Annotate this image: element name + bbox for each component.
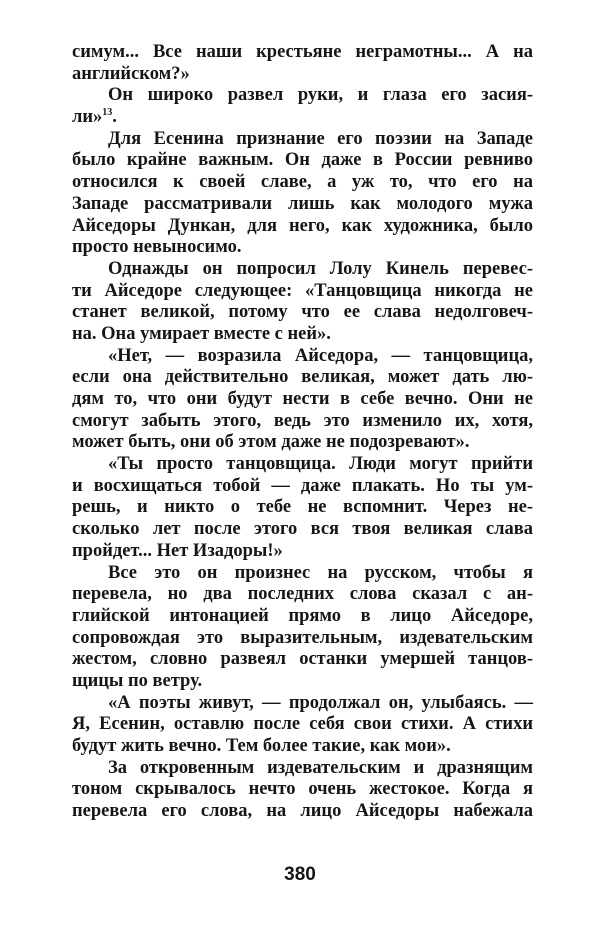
text-line-content: «А поэты живут, — продолжал он, улыбаясь. —	[108, 692, 533, 713]
text-line-content: ли»	[72, 107, 103, 128]
text-line	[72, 194, 533, 216]
text-line-content: решь, и никто о тебе не вспомнит. Через не-	[72, 497, 533, 518]
text-line	[72, 324, 533, 346]
text-line	[72, 606, 533, 628]
text-line	[72, 129, 533, 151]
text-line	[72, 801, 533, 823]
text-line	[72, 367, 533, 389]
text-line	[72, 432, 533, 454]
text-line-content: «Нет, — возразила Айседора, — танцовщица,	[108, 345, 533, 366]
text-line-content: сколько лет после этого вся твоя великая слава	[72, 519, 533, 540]
text-line-content: симум... Все наши крестьяне неграмотны... А на	[72, 42, 533, 62]
text-line-content: просто невыносимо.	[72, 237, 242, 258]
paragraph	[72, 563, 533, 693]
paragraph	[72, 259, 533, 346]
page-number: 380	[284, 864, 316, 885]
text-line	[72, 758, 533, 780]
text-line	[72, 85, 533, 107]
text-line-content: станет великой, потому что ее слава недолговеч-	[72, 302, 533, 323]
text-line-content: и восхищаться тобой — даже плакать. Но ты ум-	[72, 475, 533, 496]
text-line-content: Айседоры Дункан, для него, как художника, было	[72, 215, 533, 236]
text-line	[72, 281, 533, 303]
text-line-content: ти Айседоре следующее: «Танцовщица никогда не	[72, 280, 533, 301]
text-line-content: Однажды он попросил Лолу Кинель перевес-	[108, 258, 533, 279]
text-line	[72, 302, 533, 324]
paragraph	[72, 758, 533, 823]
text-line	[72, 649, 533, 671]
text-line-content: жестом, словно развеял останки умершей танцов-	[72, 649, 533, 670]
text-line-content: Для Есенина признание его поэзии на Западе	[108, 128, 533, 149]
text-line	[72, 714, 533, 736]
text-line	[72, 150, 533, 172]
text-line	[72, 584, 533, 606]
text-line	[72, 389, 533, 411]
text-line-content: Он широко развел руки, и глаза его засия-	[108, 85, 533, 106]
text-line	[72, 476, 533, 498]
text-line	[72, 172, 533, 194]
text-line	[72, 411, 533, 433]
text-line	[72, 346, 533, 368]
text-line-content: смогут забыть этого, ведь это изменило их, хотя,	[72, 410, 533, 431]
text-line	[72, 497, 533, 519]
paragraph	[72, 129, 533, 259]
text-line-content: на. Она умирает вместе с ней».	[72, 323, 331, 344]
text-line-content: Все это он произнес на русском, чтобы я	[108, 562, 533, 583]
paragraph	[72, 346, 533, 454]
text-line	[72, 107, 533, 129]
text-line	[72, 779, 533, 801]
text-line	[72, 519, 533, 541]
text-line-content: будут жить вечно. Тем более такие, как мои».	[72, 736, 451, 756]
footnote-reference: 13	[102, 107, 113, 119]
text-line	[72, 454, 533, 476]
text-line-content: перевела, но два последних слова сказал с ан-	[72, 584, 533, 605]
text-line-content: пройдет... Нет Изадоры!»	[72, 540, 283, 561]
text-line	[72, 693, 533, 715]
text-line-content: относился к своей славе, а уж то, что его на	[72, 172, 533, 193]
text-line	[72, 64, 533, 86]
text-line-content: может быть, они об этом даже не подозревают».	[72, 432, 470, 453]
text-line	[72, 259, 533, 281]
text-line-content: Я, Есенин, оставлю после себя свои стихи. А стихи	[72, 714, 533, 735]
text-line-content: За откровенным издевательским и дразнящим	[108, 757, 533, 778]
text-line	[72, 42, 533, 64]
text-line	[72, 541, 533, 563]
text-line	[72, 628, 533, 650]
text-line	[72, 216, 533, 238]
text-line-content: щицы по ветру.	[72, 670, 203, 691]
paragraph	[72, 42, 533, 85]
text-line-content: тоном скрывалось нечто очень жестокое. Когда я	[72, 779, 533, 800]
paragraph	[72, 454, 533, 562]
text-line-content: было крайне важным. Он даже в России ревниво	[72, 150, 533, 171]
text-line	[72, 563, 533, 585]
text-line-content: если она действительно великая, может дать лю-	[72, 367, 533, 388]
text-line-content: перевела его слова, на лицо Айседоры набежала	[72, 801, 533, 822]
paragraph	[72, 693, 533, 758]
text-line-content: глийской интонацией прямо в лицо Айседоре,	[72, 605, 533, 626]
text-line-content: сопровождая это выразительным, издевательским	[72, 627, 533, 648]
text-line	[72, 237, 533, 259]
paragraph	[72, 85, 533, 128]
footnote-tail: .	[112, 107, 117, 128]
text-line-content: английском?»	[72, 63, 190, 84]
page-body-text	[72, 42, 533, 823]
text-line-content: «Ты просто танцовщица. Люди могут прийти	[108, 454, 533, 475]
text-line	[72, 671, 533, 693]
text-line-content: дям то, что они будут нести в себе вечно. Они не	[72, 389, 533, 409]
text-line	[72, 736, 533, 758]
text-line-content: Западе рассматривали лишь как молодого мужа	[72, 193, 533, 214]
